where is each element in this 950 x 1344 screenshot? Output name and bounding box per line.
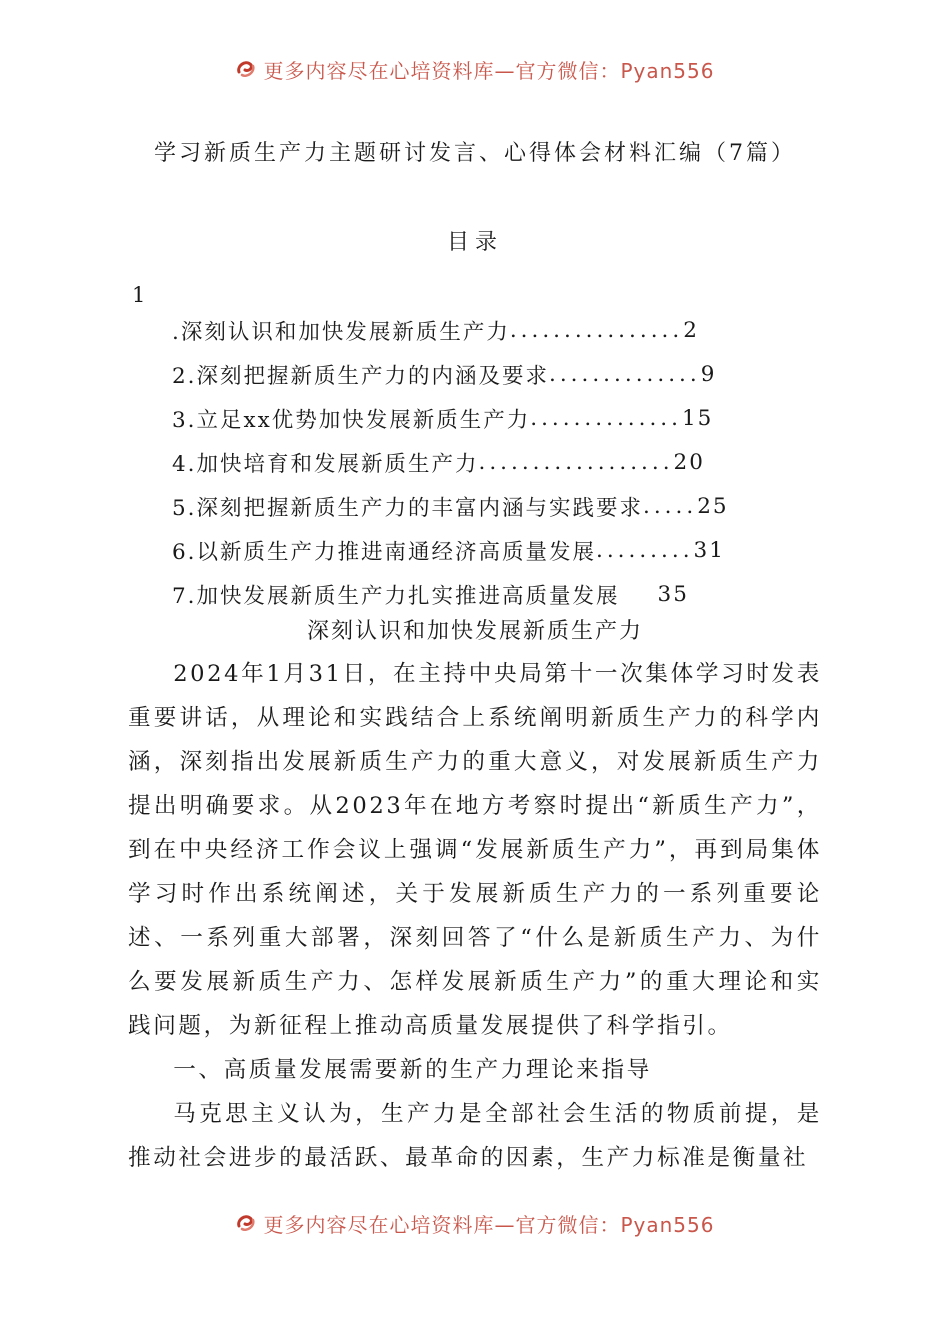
article-body <box>128 652 822 1180</box>
toc-item-label: .深刻认识和加快发展新质生产力 <box>172 319 510 345</box>
toc-heading: 目录 <box>446 230 503 255</box>
toc-leader: .................. <box>478 449 674 475</box>
toc-page-number: 15 <box>681 405 714 431</box>
toc-item[interactable] <box>172 572 782 616</box>
toc-leader: .............. <box>530 405 682 431</box>
toc-leader: ......... <box>596 537 694 563</box>
section-heading: 一、高质量发展需要新的生产力理论来指导 <box>173 1057 652 1083</box>
red-swirl-logo-icon <box>235 1212 257 1234</box>
toc-leader: .............. <box>549 361 701 387</box>
toc-item-label: 6.以新质生产力推进南通经济高质量发展 <box>172 539 597 565</box>
toc-item-label: 2.深刻把握新质生产力的内涵及要求 <box>172 363 550 389</box>
toc-item[interactable] <box>172 352 782 396</box>
toc-item-label: 5.深刻把握新质生产力的丰富内涵与实践要求 <box>172 495 644 521</box>
document-title: 学习新质生产力主题研讨发言、心得体会材料汇编（7篇） <box>154 141 796 166</box>
body-paragraph: 马克思主义认为，生产力是全部社会生活的物质前提，是推动社会进步的最活跃、最革命的因素，生产力标准是衡量社 <box>128 1101 822 1171</box>
toc-leader: ..... <box>643 493 698 519</box>
toc-leader: ................ <box>509 317 684 343</box>
watermark-text: 更多内容尽在心培资料库—官方微信：Pyan556 <box>263 1212 715 1237</box>
watermark-banner-top <box>0 52 950 86</box>
red-swirl-logo-icon <box>235 58 257 80</box>
toc-item[interactable] <box>172 396 782 440</box>
toc-page-number: 20 <box>673 449 705 475</box>
toc-item[interactable] <box>172 440 782 484</box>
toc-page-number: 31 <box>693 537 725 563</box>
toc-item[interactable] <box>172 528 782 572</box>
toc-page-number: 2 <box>683 317 699 343</box>
watermark-text: 更多内容尽在心培资料库—官方微信：Pyan556 <box>263 58 715 83</box>
toc-item-label: 3.立足xx优势加快发展新质生产力 <box>172 407 531 433</box>
toc-item[interactable] <box>172 484 782 528</box>
toc-item-label: 7.加快发展新质生产力扎实推进高质量发展 <box>172 583 620 609</box>
body-paragraph: 2024年1月31日，在主持中央局第十一次集体学习时发表重要讲话，从理论和实践结合上系统阐明新质生产力的科学内涵，深刻指出发展新质生产力的重大意义，对发展新质生产力提出明确要求。从2023年在地方考察时提出“新质生产力”，到在中央经济工作会议上强调“发展新质生产力”，再到局集体学习时作出系统阐述，关于发展新质生产力的一系列重要论述、一系列重大部署，深刻回答了“什么是新质生产力、为什么要发展新质生产力、怎样发展新质生产力”的重大理论和实践问题，为新征程上推动高质量发展提供了科学指引。 <box>128 661 822 1039</box>
watermark-banner-bottom <box>0 1206 950 1240</box>
table-of-contents <box>172 308 782 616</box>
toc-first-number: 1 <box>132 283 146 307</box>
toc-page-number: 25 <box>697 493 729 519</box>
article-title: 深刻认识和加快发展新质生产力 <box>306 619 643 644</box>
toc-page-number: 9 <box>700 361 717 387</box>
toc-item-label: 4.加快培育和发展新质生产力 <box>172 451 479 477</box>
toc-item[interactable] <box>172 308 782 352</box>
toc-page-number: 35 <box>657 581 689 607</box>
